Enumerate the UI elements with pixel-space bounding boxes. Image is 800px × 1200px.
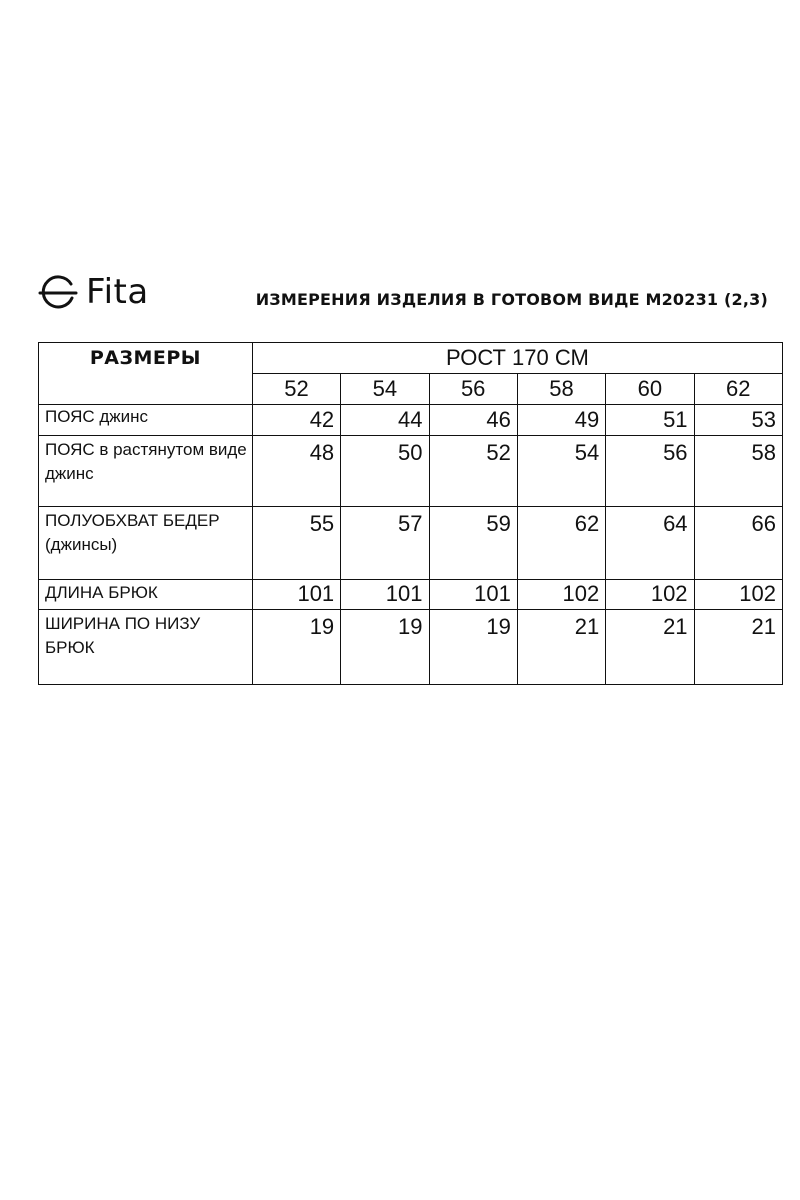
value-cell: 102 (694, 580, 782, 610)
value-cell: 51 (606, 405, 694, 436)
brand-logo (38, 268, 149, 316)
value-cell: 101 (341, 580, 429, 610)
fita-logo-icon (38, 272, 78, 312)
value-cell: 19 (341, 610, 429, 685)
size-cell: 58 (517, 374, 605, 405)
value-cell: 101 (252, 580, 340, 610)
value-cell: 62 (517, 507, 605, 580)
value-cell: 101 (429, 580, 517, 610)
table-row (39, 610, 783, 685)
value-cell: 56 (606, 436, 694, 507)
value-cell: 46 (429, 405, 517, 436)
value-cell: 53 (694, 405, 782, 436)
value-cell: 21 (606, 610, 694, 685)
table-row (39, 580, 783, 610)
value-cell: 55 (252, 507, 340, 580)
row-label: ПОЛУОБХВАТ БЕДЕР (джинсы) (39, 507, 253, 580)
size-chart-table (38, 342, 783, 685)
value-cell: 19 (252, 610, 340, 685)
size-cell: 56 (429, 374, 517, 405)
value-cell: 50 (341, 436, 429, 507)
table-row (39, 436, 783, 507)
sizes-header: РАЗМЕРЫ (39, 343, 253, 405)
value-cell: 64 (606, 507, 694, 580)
value-cell: 42 (252, 405, 340, 436)
value-cell: 49 (517, 405, 605, 436)
size-cell: 54 (341, 374, 429, 405)
value-cell: 59 (429, 507, 517, 580)
value-cell: 102 (606, 580, 694, 610)
table-row (39, 507, 783, 580)
size-cell: 62 (694, 374, 782, 405)
size-cell: 60 (606, 374, 694, 405)
value-cell: 54 (517, 436, 605, 507)
table-row (39, 405, 783, 436)
value-cell: 58 (694, 436, 782, 507)
row-label: ПОЯС в растянутом виде джинс (39, 436, 253, 507)
document-header (38, 268, 768, 318)
value-cell: 52 (429, 436, 517, 507)
row-label: ДЛИНА БРЮК (39, 580, 253, 610)
value-cell: 21 (694, 610, 782, 685)
document-title: ИЗМЕРЕНИЯ ИЗДЕЛИЯ В ГОТОВОМ ВИДЕ М20231 (2,3) (255, 290, 768, 309)
value-cell: 19 (429, 610, 517, 685)
height-header: РОСТ 170 СМ (252, 343, 782, 374)
value-cell: 57 (341, 507, 429, 580)
value-cell: 21 (517, 610, 605, 685)
value-cell: 66 (694, 507, 782, 580)
table-header-row (39, 343, 783, 374)
value-cell: 48 (252, 436, 340, 507)
row-label: ШИРИНА ПО НИЗУ БРЮК (39, 610, 253, 685)
value-cell: 102 (517, 580, 605, 610)
value-cell: 44 (341, 405, 429, 436)
row-label: ПОЯС джинс (39, 405, 253, 436)
brand-name: Fita (86, 272, 149, 312)
size-cell: 52 (252, 374, 340, 405)
